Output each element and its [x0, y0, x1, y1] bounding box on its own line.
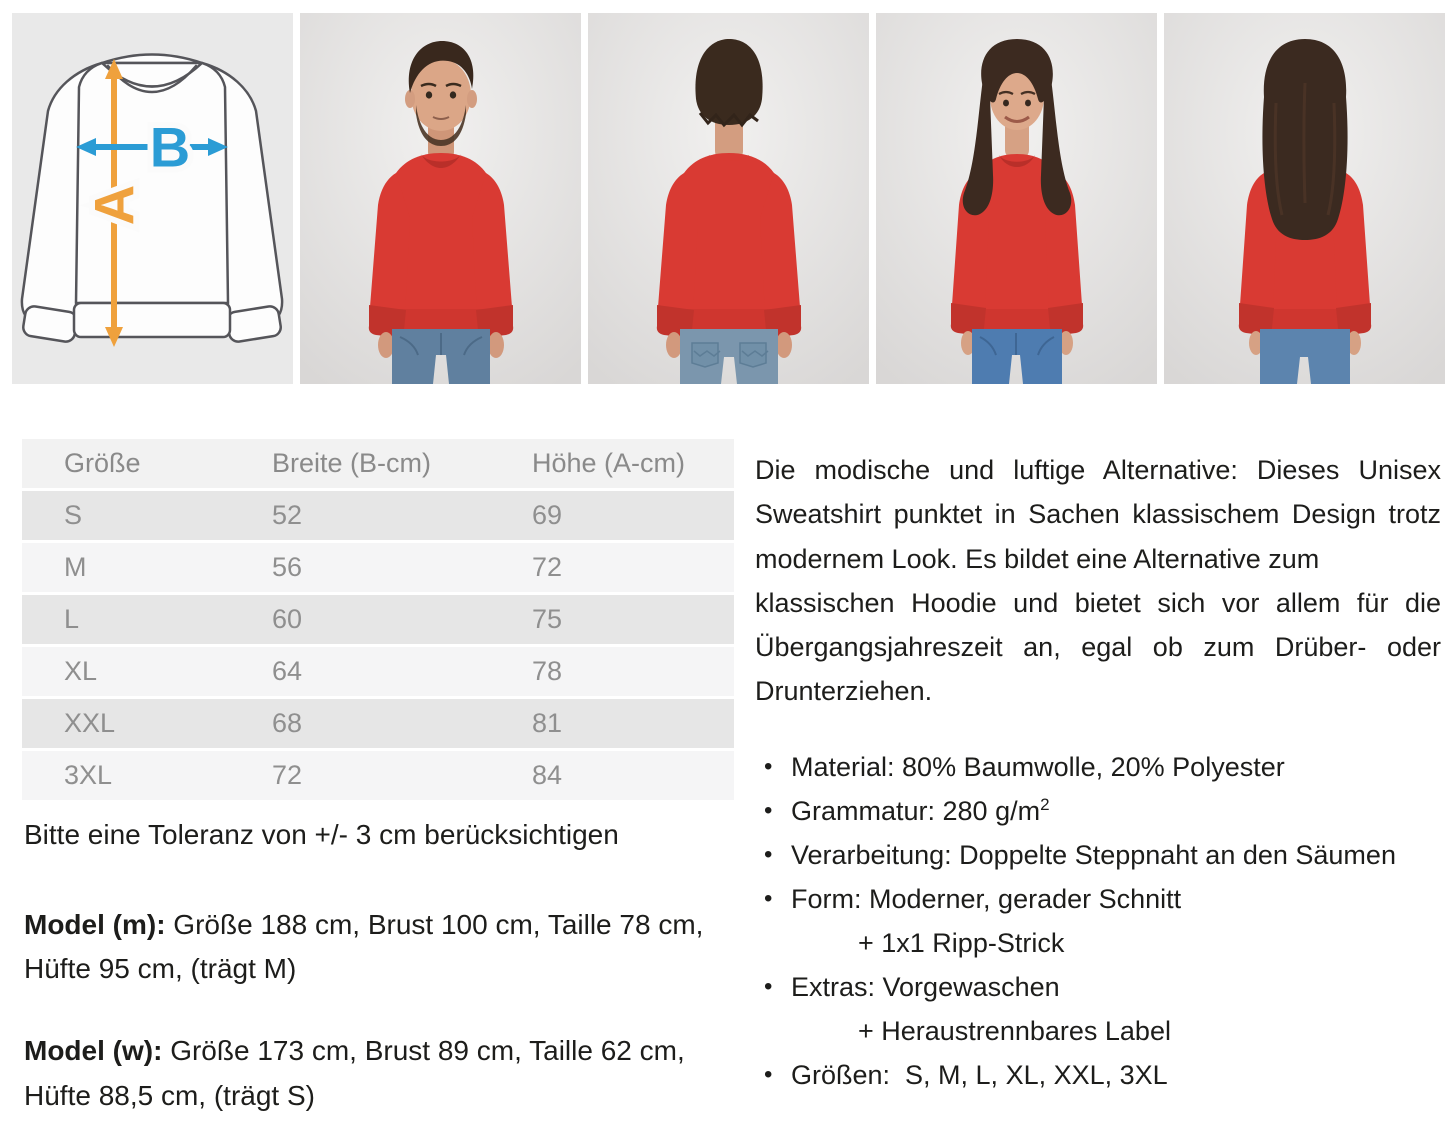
table-row — [22, 751, 734, 800]
table-cell: 75 — [531, 595, 734, 644]
model-m-text: Größe 188 cm, Brust 100 cm, Taille 78 cm, Hüfte 95 cm, (trägt M) — [24, 909, 712, 985]
description-paragraph: Die modische und luftige Alternative: Dieses Unisex Sweatshirt punktet in Sachen klassischem Design trotz modernem Look. Es bildet eine Alternative zum — [755, 455, 1441, 574]
model-w-text: Größe 173 cm, Brust 89 cm, Taille 62 cm, Hüfte 88,5 cm, (trägt S) — [24, 1035, 693, 1111]
table-cell: 52 — [271, 491, 531, 540]
column-header-height: Höhe (A-cm) — [531, 439, 734, 488]
table-cell: M — [22, 543, 271, 592]
grammatur-superscript: 2 — [1040, 794, 1050, 814]
photo-man-front — [300, 13, 581, 384]
feature-verarbeitung: • Verarbeitung: Doppelte Steppnaht an den Säumen — [755, 838, 1441, 873]
table-cell: 60 — [271, 595, 531, 644]
feature-extras: • Extras: Vorgewaschen — [755, 970, 1441, 1005]
height-label: A — [82, 184, 146, 226]
photo-woman-back — [1164, 13, 1445, 384]
table-cell: L — [22, 595, 271, 644]
width-label: B — [149, 115, 191, 179]
table-cell: 72 — [531, 543, 734, 592]
feature-list — [755, 750, 1441, 1094]
model-w-measurements — [24, 1029, 734, 1117]
table-cell: XXL — [22, 699, 271, 748]
feature-form: • Form: Moderner, gerader Schnitt — [755, 882, 1441, 917]
column-header-width: Breite (B-cm) — [271, 439, 531, 488]
model-w-label: Model (w): — [24, 1035, 163, 1067]
sweatshirt-outline — [22, 55, 282, 343]
table-row — [22, 647, 734, 696]
tolerance-note: Bitte eine Toleranz von +/- 3 cm berücksichtigen — [24, 819, 619, 850]
table-cell: 3XL — [22, 751, 271, 800]
table-cell: XL — [22, 647, 271, 696]
description-paragraph: klassischen Hoodie und bietet sich vor allem für die Übergangsjahreszeit an, egal ob zum Drüber- oder Drunterziehen. — [755, 587, 1441, 707]
description-column — [755, 448, 1441, 1102]
table-cell: 64 — [271, 647, 531, 696]
column-header-size: Größe — [22, 439, 271, 488]
feature-material: • Material: 80% Baumwolle, 20% Polyester — [755, 750, 1441, 785]
size-diagram — [12, 13, 293, 384]
sweatshirt-front-m — [370, 153, 512, 325]
table-cell: 72 — [271, 751, 531, 800]
table-cell: 78 — [531, 647, 734, 696]
table-cell: 56 — [271, 543, 531, 592]
table-header-row — [22, 439, 734, 488]
feature-extras-addition: + Heraustrennbares Label — [858, 1016, 1171, 1047]
table-row — [22, 595, 734, 644]
table-cell: S — [22, 491, 271, 540]
table-cell: 84 — [531, 751, 734, 800]
table-row — [22, 543, 734, 592]
photo-man-back — [588, 13, 869, 384]
model-m-label: Model (m): — [24, 909, 166, 940]
table-cell: 68 — [271, 699, 531, 748]
feature-form-addition: + 1x1 Ripp-Strick — [858, 927, 1065, 958]
table-row — [22, 699, 734, 748]
table-cell: 69 — [531, 491, 734, 540]
feature-grammatur: • Grammatur: 280 $g/m^2$ — [755, 794, 1441, 829]
table-cell: 81 — [531, 699, 734, 748]
image-strip — [12, 13, 1445, 384]
feature-groessen: • Größen: S, M, L, XL, XXL, 3XL — [755, 1058, 1441, 1093]
sweatshirt-back-m — [658, 153, 800, 325]
woman-back-hair — [1262, 39, 1347, 240]
model-m-measurements — [24, 903, 734, 991]
size-info-column — [22, 436, 734, 1118]
size-table — [22, 436, 734, 803]
photo-woman-front — [876, 13, 1157, 384]
table-row — [22, 491, 734, 540]
